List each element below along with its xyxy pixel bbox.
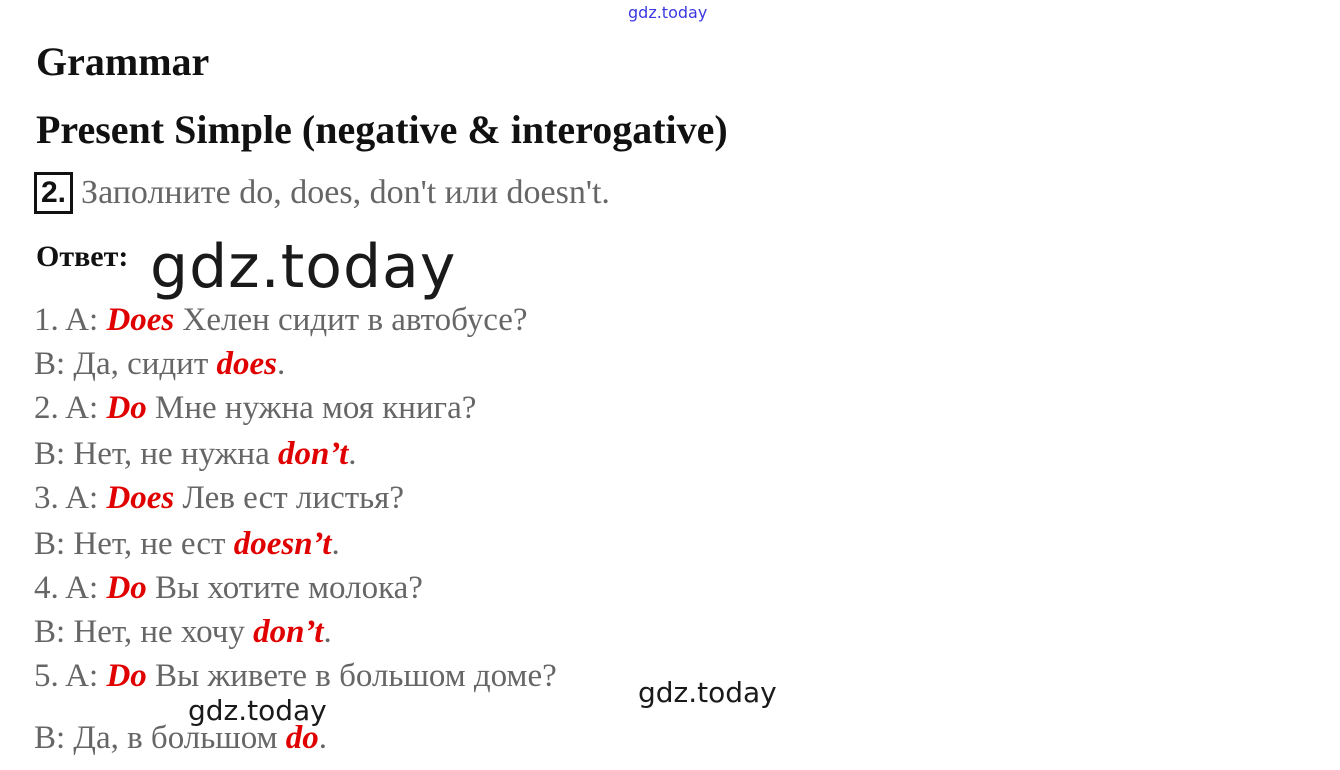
answer-line-3b	[34, 526, 340, 563]
line-prefix: 5. A:	[34, 658, 107, 694]
answer-line-2b	[34, 436, 357, 473]
watermark-top: gdz.today	[628, 3, 708, 22]
watermark-right: gdz.today	[638, 676, 777, 709]
line-prefix: B: Да, в большом	[34, 720, 286, 756]
answer-line-1a	[34, 302, 528, 339]
line-suffix: .	[331, 526, 340, 562]
line-prefix: 1. A:	[34, 302, 107, 338]
line-suffix: Хелен сидит в автобусе?	[174, 302, 528, 338]
filled-answer: does	[216, 346, 278, 382]
answer-line-4a	[34, 570, 423, 607]
line-prefix: B: Нет, не нужна	[34, 436, 278, 472]
line-prefix: 3. A:	[34, 480, 107, 516]
line-suffix: Вы живете в большом доме?	[146, 658, 557, 694]
task-line	[34, 172, 610, 214]
line-prefix: 4. A:	[34, 570, 107, 606]
filled-answer: don’t	[278, 436, 349, 472]
watermark-large: gdz.today	[150, 232, 457, 302]
answer-line-5a	[34, 658, 557, 695]
answer-label: Ответ:	[36, 240, 129, 273]
line-suffix: .	[323, 614, 332, 650]
page-subtitle: Present Simple (negative & interogative)	[36, 107, 728, 152]
filled-answer: doesn’t	[233, 526, 332, 562]
answer-line-1b	[34, 346, 285, 383]
section-title: Grammar	[36, 39, 210, 84]
filled-answer: don’t	[253, 614, 324, 650]
filled-answer: Does	[106, 480, 175, 516]
filled-answer: Do	[106, 390, 147, 426]
task-number-box: 2.	[34, 172, 73, 214]
watermark-left: gdz.today	[188, 694, 327, 727]
line-suffix: .	[277, 346, 286, 382]
filled-answer: Do	[106, 658, 147, 694]
line-suffix: Мне нужна моя книга?	[146, 390, 477, 426]
task-instruction: Заполните do, does, don't или doesn't.	[81, 174, 610, 211]
line-suffix: Вы хотите молока?	[146, 570, 423, 606]
answer-line-4b	[34, 614, 332, 651]
line-prefix: 2. A:	[34, 390, 107, 426]
filled-answer: Do	[106, 570, 147, 606]
filled-answer: Does	[106, 302, 175, 338]
answer-line-3a	[34, 480, 404, 517]
line-suffix: .	[348, 436, 357, 472]
line-suffix: Лев ест листья?	[174, 480, 405, 516]
line-prefix: B: Нет, не хочу	[34, 614, 254, 650]
line-suffix: .	[318, 720, 327, 756]
line-prefix: B: Да, сидит	[34, 346, 217, 382]
answer-line-2a	[34, 390, 476, 427]
filled-answer: do	[285, 720, 319, 756]
line-prefix: B: Нет, не ест	[34, 526, 234, 562]
